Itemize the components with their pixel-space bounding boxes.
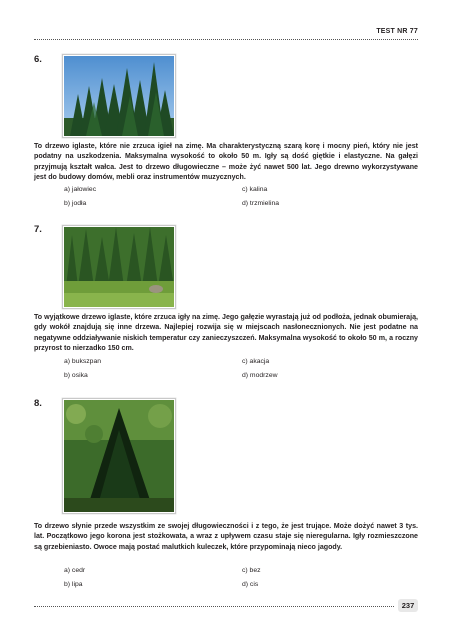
question-6-photo bbox=[62, 54, 176, 138]
question-6-option-d[interactable]: d) trzmielina bbox=[242, 200, 280, 207]
question-8-text: To drzewo słynie przede wszystkim ze swojej długowieczności i z tego, że jest trujące. Może dożyć nawet 3 tys. lat. Początkowo jego korona jest stożkowata, a wraz z upływem czasu staje się nieregularna. Igły rozmieszczone są grzebieniasto. Owoce mają postać malutkich kuleczek, które przypominają nieco jagody. bbox=[34, 522, 418, 551]
page-number: 237 bbox=[398, 599, 418, 612]
question-7-option-c[interactable]: c) akacja bbox=[242, 358, 270, 365]
footer-dotted-divider bbox=[34, 606, 394, 607]
question-7-option-b[interactable]: b) osika bbox=[64, 372, 88, 379]
larch-meadow-image bbox=[64, 227, 174, 307]
fir-forest-image bbox=[64, 56, 174, 136]
question-6-number: 6. bbox=[34, 54, 42, 65]
question-7-option-d[interactable]: d) modrzew bbox=[242, 372, 278, 379]
question-8-option-b[interactable]: b) lipa bbox=[64, 581, 83, 588]
question-7-photo bbox=[62, 225, 176, 309]
question-8-option-c[interactable]: c) bez bbox=[242, 567, 261, 574]
question-8-option-d[interactable]: d) cis bbox=[242, 581, 259, 588]
question-7-text: To wyjątkowe drzewo iglaste, które zrzuca igły na zimę. Jego gałęzie wyrastają już od podłoża, jednak obumierają, gdy wokół znajdują się inne drzewa. Najlepiej rozwija się w miejscach nasłonecznionych. Nie jest podatne na negatywne oddziaływanie niskich temperatur czy zanieczyszczeń. Maksymalna wysokość to około 50 m, a roczny przyrost to nierzadko 150 cm. bbox=[34, 313, 418, 353]
question-6-option-a[interactable]: a) jałowiec bbox=[64, 186, 97, 193]
header-dotted-divider bbox=[34, 39, 418, 40]
question-7-number: 7. bbox=[34, 224, 42, 235]
question-6-option-b[interactable]: b) jodła bbox=[64, 200, 87, 207]
question-6-option-c[interactable]: c) kalina bbox=[242, 186, 268, 193]
question-6-text: To drzewo iglaste, które nie zrzuca igieł na zimę. Ma charakterystyczną szarą korę i mocny pień, który nie jest podatny na uszkodzenia. Maksymalna wysokość to około 50 m. Igły są dość giętkie i elastyczne. Na gałęzi przyjmują kształt wałca. Jest to drzewo długowieczne – może żyć nawet 500 lat. Jego drewno wykorzystywane jest do budowy domów, mebli oraz instrumentów muzycznych. bbox=[34, 142, 418, 182]
question-8-number: 8. bbox=[34, 398, 42, 409]
test-number-label: TEST NR 77 bbox=[376, 28, 418, 35]
yew-tree-image bbox=[64, 400, 174, 512]
question-7-option-a[interactable]: a) bukszpan bbox=[64, 358, 102, 365]
question-8-option-a[interactable]: a) cedr bbox=[64, 567, 86, 574]
question-8-photo bbox=[62, 398, 176, 514]
